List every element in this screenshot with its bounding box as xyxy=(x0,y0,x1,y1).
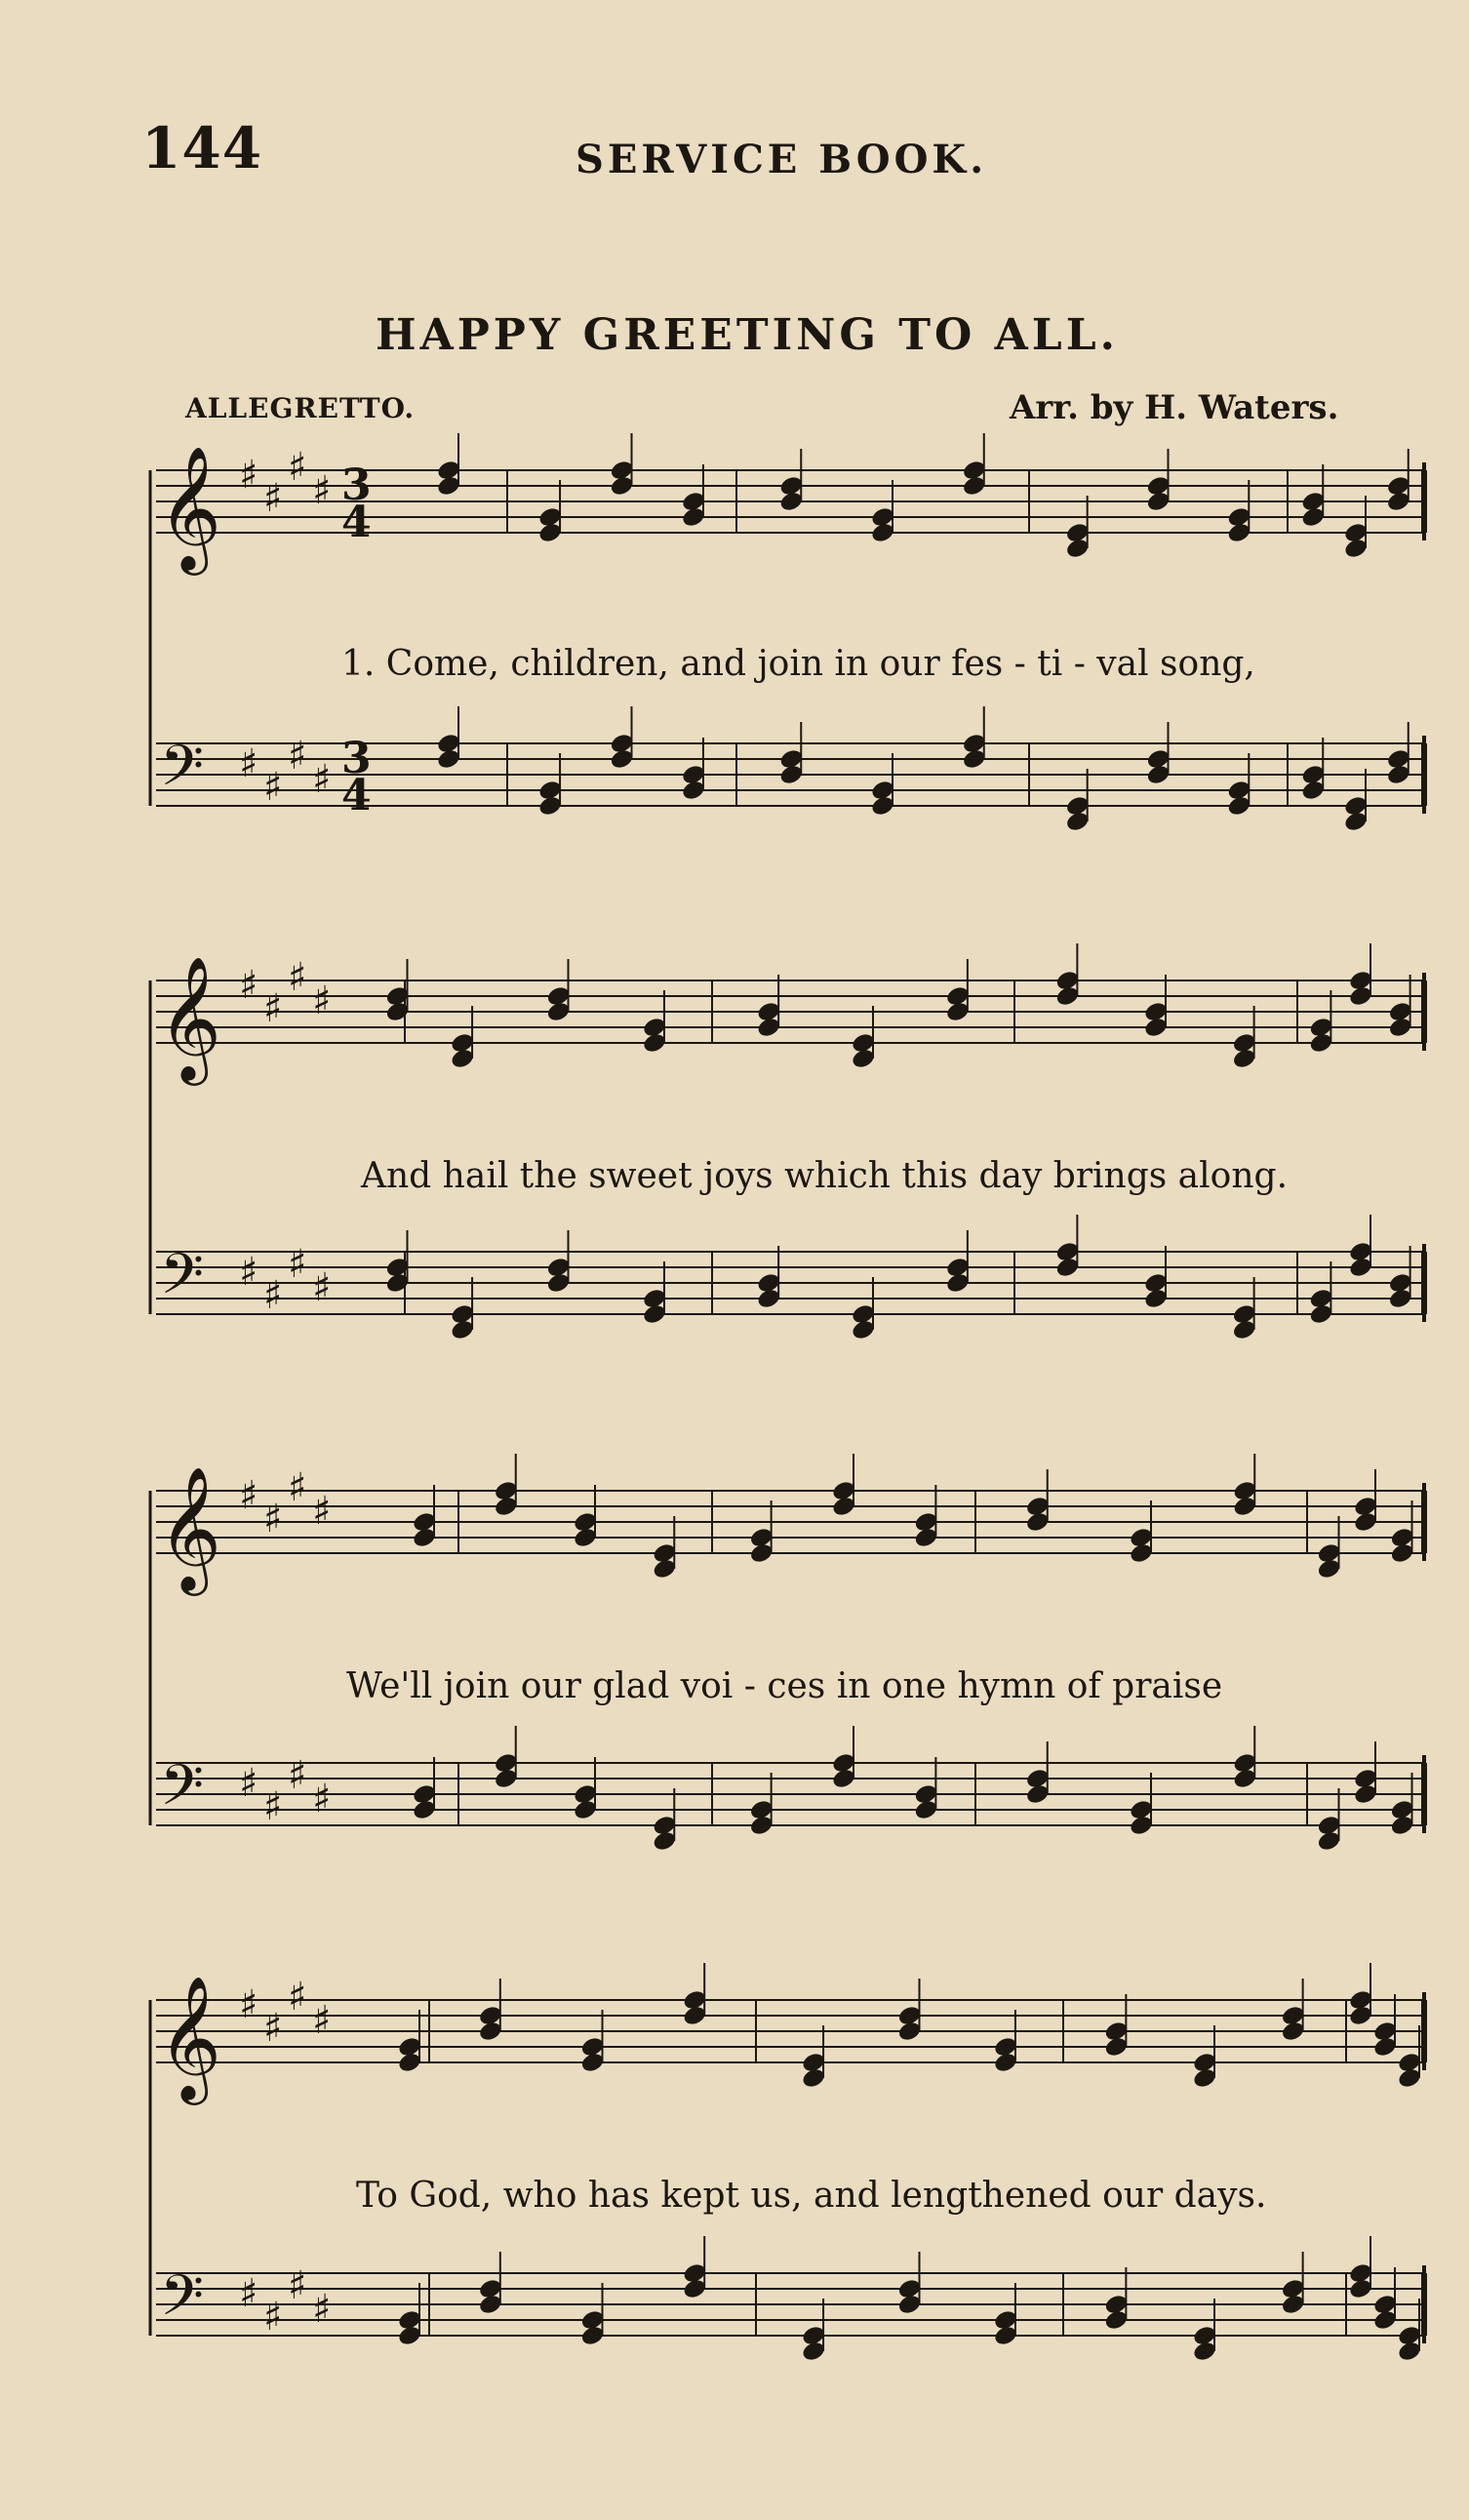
sharp-icon: ♯ xyxy=(239,1981,258,2027)
sharp-icon: ♯ xyxy=(263,1272,283,1318)
lyric-line-2: And hail the sweet joys which this day brings along. xyxy=(361,1156,1289,1196)
sharp-icon: ♯ xyxy=(312,1488,332,1534)
time-signature-top: 3 xyxy=(341,460,372,510)
arranger-credit: Arr. by H. Waters. xyxy=(1010,388,1339,427)
sharp-icon: ♯ xyxy=(288,733,307,779)
sharp-icon: ♯ xyxy=(239,1760,258,1806)
treble-clef-icon: 𝄞 xyxy=(158,1465,222,1590)
sharp-icon: ♯ xyxy=(312,756,332,802)
sharp-icon: ♯ xyxy=(263,764,283,810)
sharp-icon: ♯ xyxy=(263,475,283,521)
sharp-icon: ♯ xyxy=(263,1496,283,1541)
sharp-icon: ♯ xyxy=(239,962,258,1008)
sharp-icon: ♯ xyxy=(288,954,307,1000)
sharp-icon: ♯ xyxy=(239,452,258,498)
sharp-icon: ♯ xyxy=(312,467,332,513)
bass-clef-icon: 𝄢 xyxy=(160,1241,205,1321)
sharp-icon: ♯ xyxy=(263,2294,283,2340)
hymn-title: HAPPY GREETING TO ALL. xyxy=(376,310,1119,360)
sharp-icon: ♯ xyxy=(263,985,283,1031)
bass-clef-icon: 𝄢 xyxy=(160,1752,205,1832)
sharp-icon: ♯ xyxy=(312,1776,332,1821)
sharp-icon: ♯ xyxy=(239,740,258,786)
sharp-icon: ♯ xyxy=(239,1249,258,1295)
running-head: SERVICE BOOK. xyxy=(576,137,988,182)
treble-clef-icon: 𝄞 xyxy=(158,1975,222,2100)
sharp-icon: ♯ xyxy=(239,2270,258,2316)
sharp-icon: ♯ xyxy=(288,444,307,490)
bass-clef-icon: 𝄢 xyxy=(160,733,205,813)
sharp-icon: ♯ xyxy=(288,1974,307,2020)
sharp-icon: ♯ xyxy=(263,2005,283,2051)
sharp-icon: ♯ xyxy=(263,1783,283,1829)
treble-clef-icon: 𝄞 xyxy=(158,445,222,570)
sharp-icon: ♯ xyxy=(288,1241,307,1287)
sharp-icon: ♯ xyxy=(288,1752,307,1798)
tempo-marking: ALLEGRETTO. xyxy=(185,392,416,424)
sharp-icon: ♯ xyxy=(312,2286,332,2332)
sharp-icon: ♯ xyxy=(312,1264,332,1310)
treble-clef-icon: 𝄞 xyxy=(158,955,222,1080)
sharp-icon: ♯ xyxy=(239,1472,258,1518)
sharp-icon: ♯ xyxy=(288,2262,307,2308)
page-number: 144 xyxy=(141,115,263,181)
time-signature-bottom: 4 xyxy=(341,771,372,820)
sharp-icon: ♯ xyxy=(288,1464,307,1510)
sharp-icon: ♯ xyxy=(312,978,332,1023)
lyric-line-1: 1. Come, children, and join in our fes - ti - val song, xyxy=(341,644,1255,684)
bass-clef-icon: 𝄢 xyxy=(160,2262,205,2342)
lyric-line-3: We'll join our glad voi - ces in one hymn of praise xyxy=(346,1666,1223,1706)
sharp-icon: ♯ xyxy=(312,1997,332,2043)
lyric-line-4: To God, who has kept us, and lengthened our days. xyxy=(356,2176,1267,2216)
time-signature-bottom: 4 xyxy=(341,498,372,547)
time-signature-top: 3 xyxy=(341,734,372,783)
